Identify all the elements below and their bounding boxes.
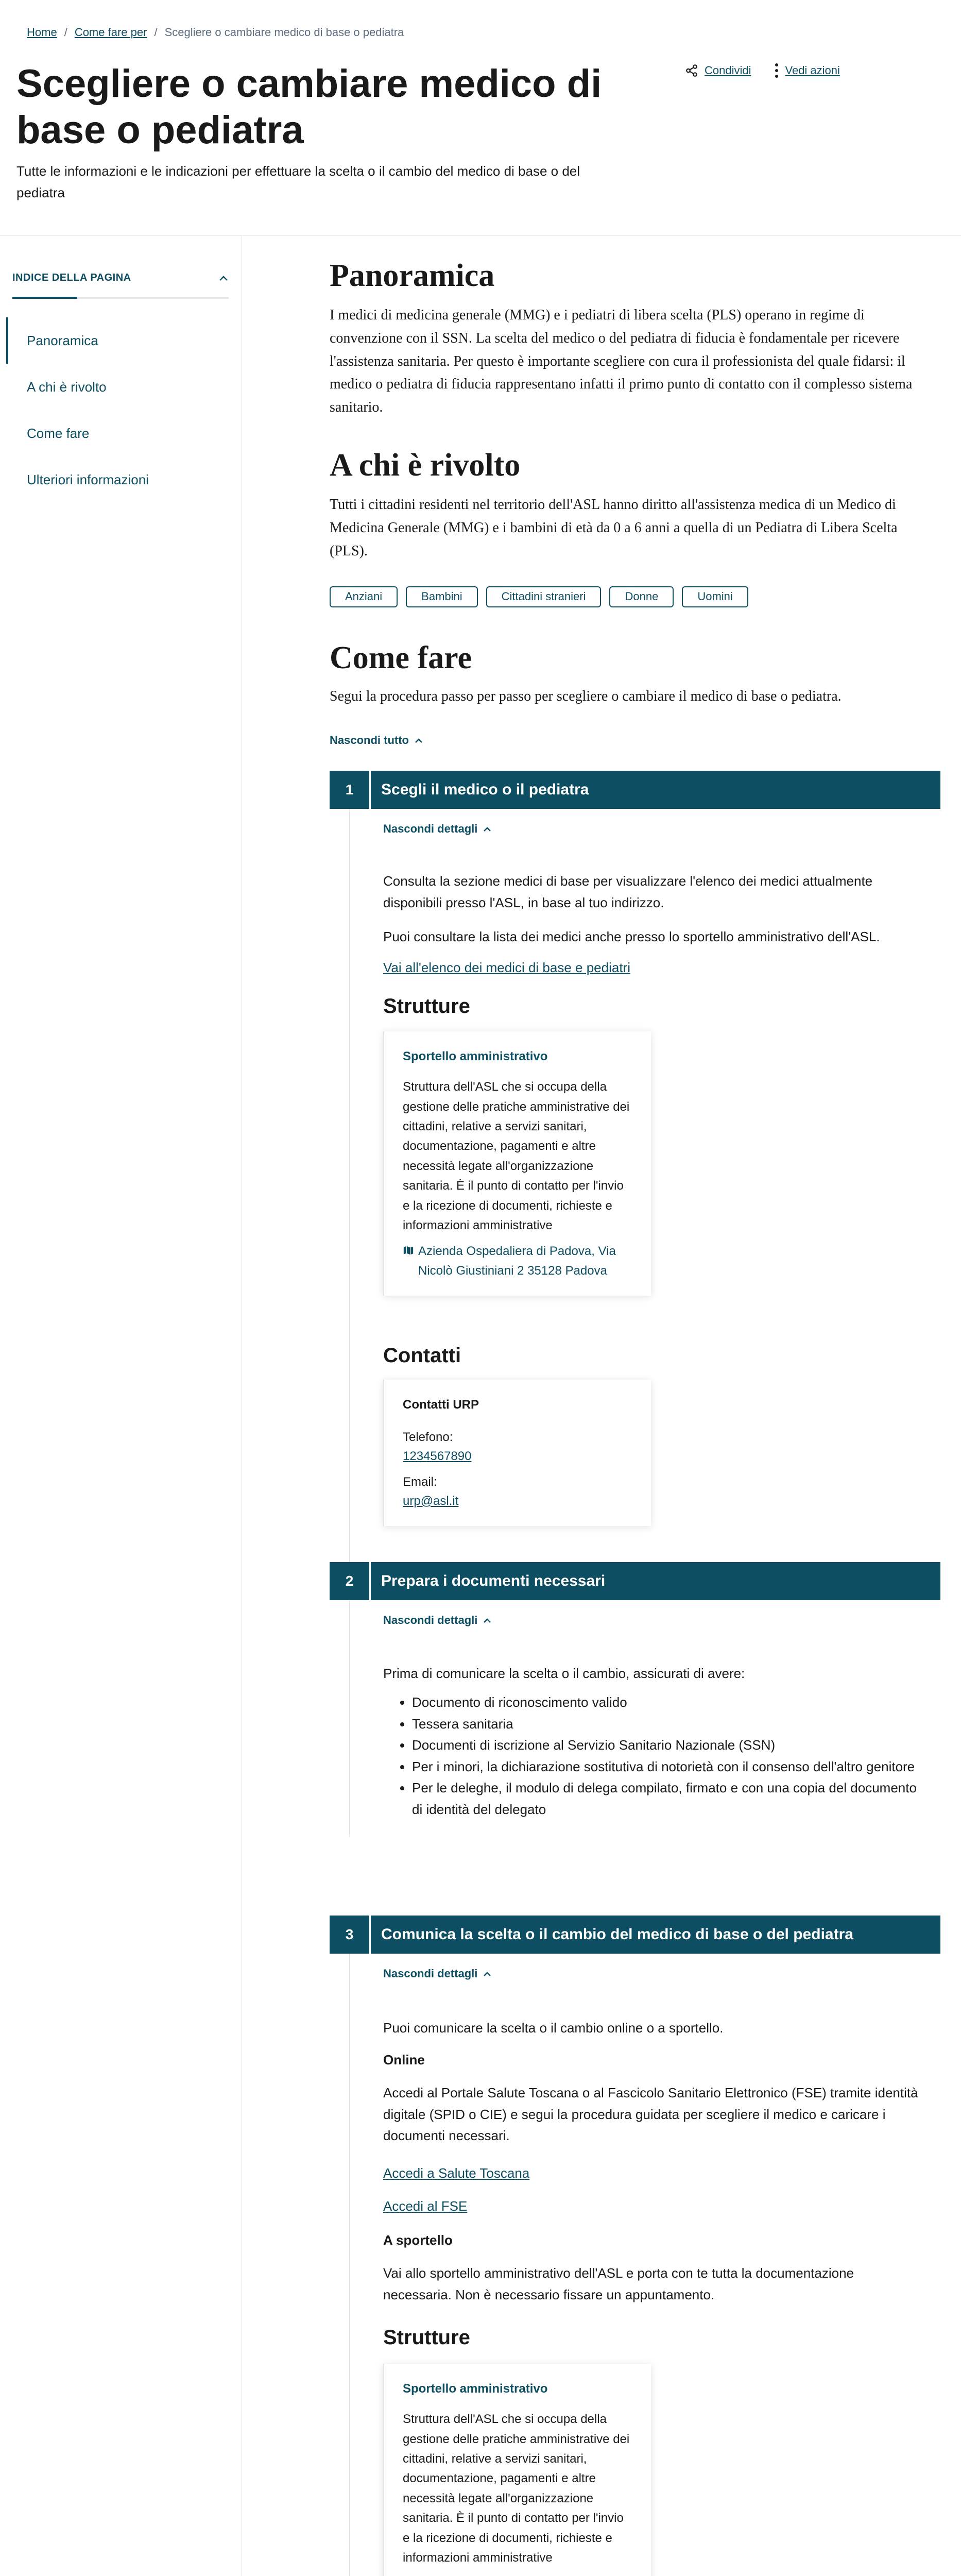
section-heading-panoramica: Panoramica: [330, 258, 495, 293]
sportello-text: Vai allo sportello amministrativo dell'ASL e porta con te tutta la documentazione necessaria. Non è necessario fissare un appuntamento.: [383, 2265, 854, 2302]
chevron-up-icon: [483, 1617, 492, 1623]
step-paragraph: Prima di comunicare la scelta o il cambio, assicurati di avere:: [383, 1666, 745, 1681]
page-title: Scegliere o cambiare medico di base o pediatra: [16, 62, 602, 152]
page-actions: [685, 62, 840, 79]
structure-card: [383, 1031, 651, 1296]
step-title: Scegli il medico o il pediatra: [381, 781, 589, 798]
page-index-toggle[interactable]: [12, 270, 229, 286]
share-label: Condividi: [705, 64, 751, 77]
structure-card-address-text: [418, 2574, 632, 2576]
online-text: Accedi al Portale Salute Toscana o al Fascicolo Sanitario Elettronico (FSE) tramite identità digitale (SPID o CIE) e segui la procedura guidata per scegliere il medico e caricare i documenti necessari.: [383, 2085, 918, 2144]
structure-card-description: Struttura dell'ASL che si occupa della gestione delle pratiche amministrative dei cittadini, relative a servizi sanitari, documentazione, pagamenti e altre necessità legate all'organizzazione sanitaria. È il punto di contatto per l'invio e la ricezione di documenti, richieste e informazioni amministrative: [403, 2412, 630, 2565]
structure-card-title[interactable]: Sportello amministrativo: [403, 1049, 548, 1063]
hide-details-label: Nascondi dettagli: [383, 1967, 478, 1980]
structure-card-address-text: Azienda Ospedaliera di Padova, Via Nicolò Giustiniani 2 35128 Padova: [418, 1244, 616, 1278]
page-index-list: [6, 317, 233, 503]
structure-card-address[interactable]: [403, 1242, 632, 1280]
step-body: [349, 1954, 940, 2576]
step-header: [330, 1562, 940, 1600]
breadcrumb-separator: /: [154, 26, 158, 39]
more-vertical-icon: [774, 63, 779, 78]
contact-phone-link[interactable]: 1234567890: [403, 1449, 472, 1464]
chevron-up-icon: [414, 737, 423, 743]
page-index-item-ulteriori-informazioni[interactable]: Ulteriori informazioni: [27, 471, 149, 487]
page-index-item-a-chi-e-rivolto[interactable]: A chi è rivolto: [27, 379, 107, 395]
contact-card-title: Contatti URP: [403, 1398, 479, 1412]
list-item: • Tessera sanitaria: [412, 1714, 919, 1735]
step-1: [330, 771, 940, 1562]
hide-all-button[interactable]: [330, 732, 423, 749]
panoramica-text: I medici di medicina generale (MMG) e i pediatri di libera scelta (PLS) operano in regime di convenzione con il SSN. La scelta del medico o del pediatra di fiducia è fondamentale per ricevere l'assistenza sanitaria. Per questo è importante scegliere con cura il professionista del quale fidarsi: il medico o pediatra di fiducia rappresentano infatti il primo punto di contatto con il complesso sistema sanitario.: [330, 307, 913, 416]
structure-card-address[interactable]: [403, 2574, 632, 2576]
list-item: • Documento di riconoscimento valido: [412, 1692, 919, 1714]
contact-phone-label: Telefono:: [403, 1430, 453, 1445]
step-title: Prepara i documenti necessari: [381, 1572, 606, 1589]
list-item: • Per i minori, la dichiarazione sostitutiva di notorietà con il consenso dell'altro genitore: [412, 1756, 919, 1778]
hide-all-label: Nascondi tutto: [330, 734, 409, 747]
contact-email-label: Email:: [403, 1475, 437, 1489]
tag-chip[interactable]: Uomini: [682, 586, 748, 607]
hide-details-button[interactable]: [383, 820, 492, 838]
page-subtitle: Tutte le informazioni e le indicazioni per effettuare la scelta o il cambio del medico di base o del pediatra: [16, 163, 580, 200]
breadcrumb-separator: /: [64, 26, 67, 39]
chevron-up-icon: [218, 275, 229, 282]
breadcrumb-home[interactable]: Home: [27, 26, 57, 39]
sportello-label: A sportello: [383, 2232, 453, 2248]
contacts-heading: Contatti: [383, 1344, 461, 1367]
online-label: Online: [383, 2052, 425, 2067]
structures-heading: Strutture: [383, 995, 470, 1018]
step-header: [330, 771, 940, 809]
step-body: [349, 809, 940, 1562]
a-chi-e-rivolto-text: Tutti i cittadini residenti nel territorio dell'ASL hanno diritto all'assistenza medica di un Medico di Medicina Generale (MMG) e i bambini di età da 0 a 6 anni a quella di un Pediatra di Libera Scelta (PLS).: [330, 497, 898, 559]
step-number: 2: [330, 1562, 371, 1600]
medici-list-link[interactable]: Vai all'elenco dei medici di base e pediatri: [383, 960, 630, 975]
hide-details-label: Nascondi dettagli: [383, 822, 478, 835]
step-header: [330, 1916, 940, 1954]
step-2: [330, 1562, 940, 1837]
hide-details-label: Nascondi dettagli: [383, 1614, 478, 1626]
step-paragraph: Consulta la sezione medici di base per visualizzare l'elenco dei medici attualmente disponibili presso l'ASL, in base al tuo indirizzo.: [383, 873, 873, 910]
main-content: [330, 236, 942, 2576]
structure-card-description: Struttura dell'ASL che si occupa della gestione delle pratiche amministrative dei cittadini, relative a servizi sanitari, documentazione, pagamenti e altre necessità legate all'organizzazione sanitaria. È il punto di contatto per l'invio e la ricezione di documenti, richieste e informazioni amministrative: [403, 1080, 630, 1232]
step-body: [349, 1600, 940, 1837]
chevron-up-icon: [483, 826, 492, 832]
salute-toscana-link[interactable]: Accedi a Salute Toscana: [383, 2165, 530, 2181]
map-icon: [403, 1245, 414, 1256]
page-index-heading: INDICE DELLA PAGINA: [12, 272, 131, 283]
section-heading-a-chi-e-rivolto: A chi è rivolto: [330, 448, 521, 483]
list-item: • Per le deleghe, il modulo di delega compilato, firmato e con una copia del documento di identità del delegato: [412, 1777, 919, 1820]
breadcrumb: [27, 24, 404, 41]
hide-details-button[interactable]: [383, 1612, 492, 1629]
step-title: Comunica la scelta o il cambio del medico di base o del pediatra: [381, 1925, 853, 1943]
more-actions-label: Vedi azioni: [785, 64, 840, 77]
page-header: [0, 0, 961, 236]
share-button[interactable]: [685, 62, 751, 79]
list-item: • Documenti di iscrizione al Servizio Sanitario Nazionale (SSN): [412, 1735, 919, 1756]
breadcrumb-section[interactable]: Come fare per: [74, 26, 147, 39]
step-3: [330, 1916, 940, 2576]
structure-card-title[interactable]: Sportello amministrativo: [403, 2382, 548, 2396]
tag-chip[interactable]: Cittadini stranieri: [486, 586, 602, 607]
tag-chip[interactable]: Bambini: [406, 586, 477, 607]
more-actions-button[interactable]: [774, 62, 840, 79]
section-heading-come-fare: Come fare: [330, 640, 472, 675]
target-tags: [330, 586, 748, 607]
come-fare-intro: Segui la procedura passo per passo per scegliere o cambiare il medico di base o pediatra.: [330, 688, 842, 704]
tag-chip[interactable]: Anziani: [330, 586, 398, 607]
page-index-item-panoramica[interactable]: Panoramica: [6, 317, 233, 364]
step-number: 1: [330, 771, 371, 809]
page-index-item-come-fare[interactable]: Come fare: [27, 425, 90, 441]
tag-chip[interactable]: Donne: [609, 586, 674, 607]
step-number: 3: [330, 1916, 371, 1954]
page-index-sidebar: [0, 236, 242, 2576]
share-icon: [685, 64, 698, 77]
step-paragraph: Puoi consultare la lista dei medici anche presso lo sportello amministrativo dell'ASL.: [383, 929, 880, 944]
hide-details-button[interactable]: [383, 1965, 492, 1982]
structures-heading: Strutture: [383, 2326, 470, 2349]
page-index-progress-fill: [12, 297, 77, 299]
structure-card: [383, 2364, 651, 2576]
fse-link[interactable]: Accedi al FSE: [383, 2198, 468, 2214]
chevron-up-icon: [483, 1971, 492, 1977]
contact-email-link[interactable]: urp@asl.it: [403, 1494, 459, 1508]
step-paragraph: Puoi comunicare la scelta o il cambio online o a sportello.: [383, 2020, 724, 2036]
contact-card: [383, 1380, 651, 1526]
breadcrumb-current: Scegliere o cambiare medico di base o pediatra: [164, 26, 404, 39]
page-index-progress: [12, 297, 229, 299]
documents-list: [383, 1692, 919, 1821]
